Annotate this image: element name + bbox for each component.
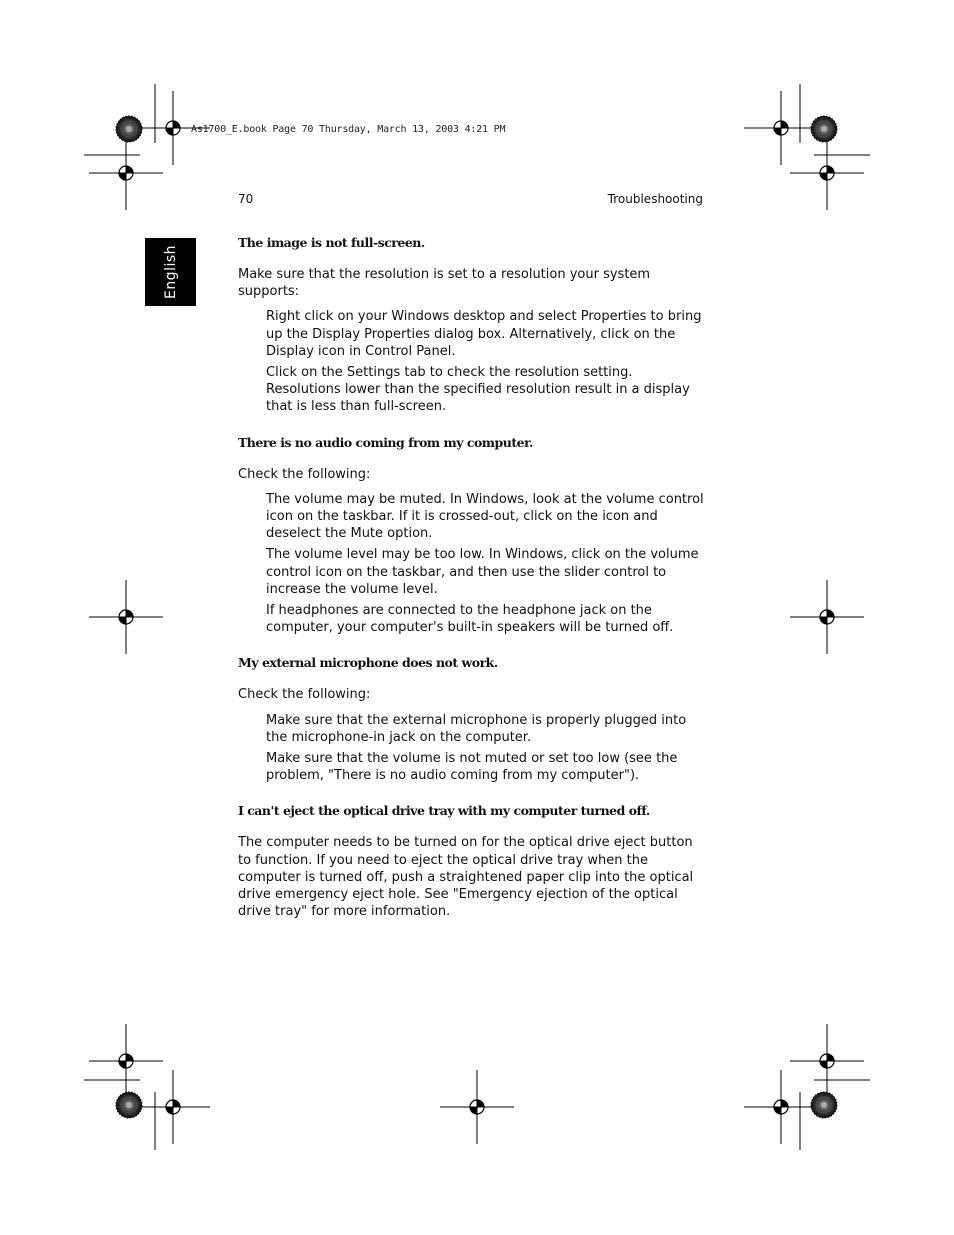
- list-item: Right click on your Windows desktop and select Properties to bring up the Display Properties dialog box. Alternatively, click on the Display icon in Control Panel.: [266, 309, 702, 359]
- section-image-not-fullscreen: [238, 232, 704, 416]
- page-content: [238, 232, 704, 936]
- bullet-list: [238, 712, 704, 785]
- section-no-audio: [238, 432, 704, 637]
- section-heading: The image is not full-screen.: [238, 235, 425, 250]
- section-intro: Make sure that the resolution is set to a resolution your system supports:: [238, 267, 651, 300]
- section-heading: There is no audio coming from my computer.: [238, 434, 533, 450]
- running-head: Troubleshooting: [607, 192, 703, 206]
- section-intro: Check the following:: [238, 466, 371, 482]
- section-heading: I can't eject the optical drive tray with my computer turned off.: [238, 803, 650, 819]
- section-heading: My external microphone does not work.: [238, 655, 498, 671]
- section-microphone: [238, 652, 704, 784]
- list-item: The volume may be muted. In Windows, look at the volume control icon on the taskbar. If it is crossed-out, click on the icon and deselect the Mute option.: [266, 491, 704, 542]
- section-optical-drive: [238, 800, 704, 920]
- page-number: 70: [238, 192, 254, 206]
- list-item: Make sure that the volume is not muted or set too low (see the problem, "There is no audio coming from my computer").: [266, 751, 678, 784]
- section-body: The computer needs to be turned on for the optical drive eject button to function. If you need to eject the optical drive tray when the computer is turned off, push a straightened paper clip into the optical drive emergency eject hole. See "Emergency ejection of the optical drive tray" for more information.: [238, 835, 694, 920]
- section-intro: Check the following:: [238, 687, 371, 703]
- bullet-list: [238, 491, 704, 637]
- list-item: If headphones are connected to the headphone jack on the computer, your computer's built-in speakers will be turned off.: [266, 603, 674, 636]
- list-item: Click on the Settings tab to check the resolution setting. Resolutions lower than the specified resolution result in a display that is less than full-screen.: [266, 365, 690, 415]
- list-item: The volume level may be too low. In Windows, click on the volume control icon on the taskbar, and then use the slider control to increase the volume level.: [266, 547, 699, 597]
- language-tab-label: English: [162, 244, 179, 300]
- bullet-list: [238, 308, 704, 415]
- language-tab: [145, 238, 196, 306]
- list-item: Make sure that the external microphone is properly plugged into the microphone-in jack on the computer.: [266, 712, 687, 745]
- print-slug: As1700_E.book Page 70 Thursday, March 13, 2003 4:21 PM: [191, 124, 506, 135]
